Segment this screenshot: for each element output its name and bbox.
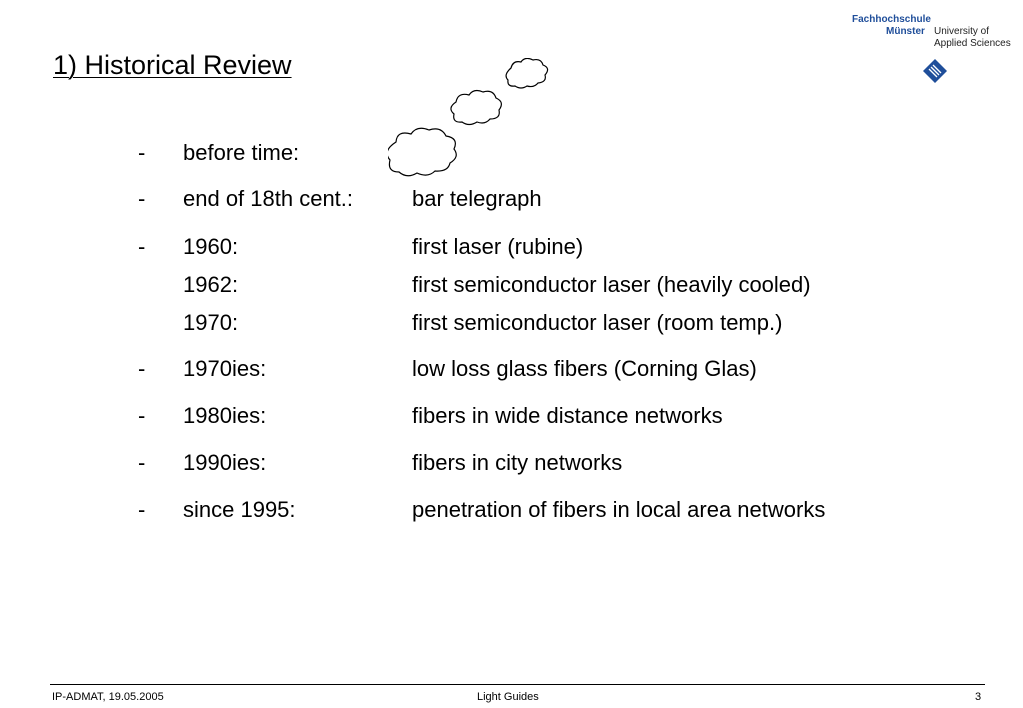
- item-label: 1960:: [183, 234, 239, 259]
- bullet-dash: -: [138, 140, 146, 165]
- footer-date: IP-ADMAT, 19.05.2005: [52, 691, 164, 703]
- item-label: before time:: [183, 140, 300, 165]
- item-value: fibers in wide distance networks: [412, 403, 723, 428]
- item-label: since 1995:: [183, 497, 296, 522]
- logo-line-2: Münster: [886, 26, 925, 37]
- bullet-dash: -: [138, 450, 146, 475]
- bullet-dash: -: [138, 234, 146, 259]
- item-label: 1980ies:: [183, 403, 267, 428]
- diamond-logo-icon: [922, 58, 948, 84]
- item-label: 1970ies:: [183, 356, 267, 381]
- item-value: penetration of fibers in local area networks: [412, 497, 826, 522]
- item-value: first semiconductor laser (heavily cooled): [412, 272, 811, 297]
- item-label: end of 18th cent.:: [183, 186, 354, 211]
- item-value: first laser (rubine): [412, 234, 584, 259]
- footer-title: Light Guides: [477, 691, 539, 703]
- bullet-dash: -: [138, 186, 146, 211]
- bullet-dash: -: [138, 403, 146, 428]
- item-label: 1962:: [183, 272, 239, 297]
- item-value: first semiconductor laser (room temp.): [412, 310, 783, 335]
- item-value: low loss glass fibers (Corning Glas): [412, 356, 757, 381]
- university-logo: [850, 14, 1020, 94]
- logo-line-4: Applied Sciences: [934, 38, 1011, 49]
- item-label: 1970:: [183, 310, 239, 335]
- item-value: fibers in city networks: [412, 450, 623, 475]
- logo-line-3: University of: [934, 26, 990, 37]
- thought-clouds-icon: [388, 58, 558, 180]
- page-number: 3: [975, 691, 982, 703]
- item-label: 1990ies:: [183, 450, 267, 475]
- bullet-dash: -: [138, 356, 146, 381]
- logo-line-1: Fachhochschule: [852, 14, 931, 25]
- item-value: bar telegraph: [412, 186, 542, 211]
- page-title: 1) Historical Review: [53, 50, 292, 80]
- bullet-dash: -: [138, 497, 146, 522]
- footer-divider: [50, 684, 985, 685]
